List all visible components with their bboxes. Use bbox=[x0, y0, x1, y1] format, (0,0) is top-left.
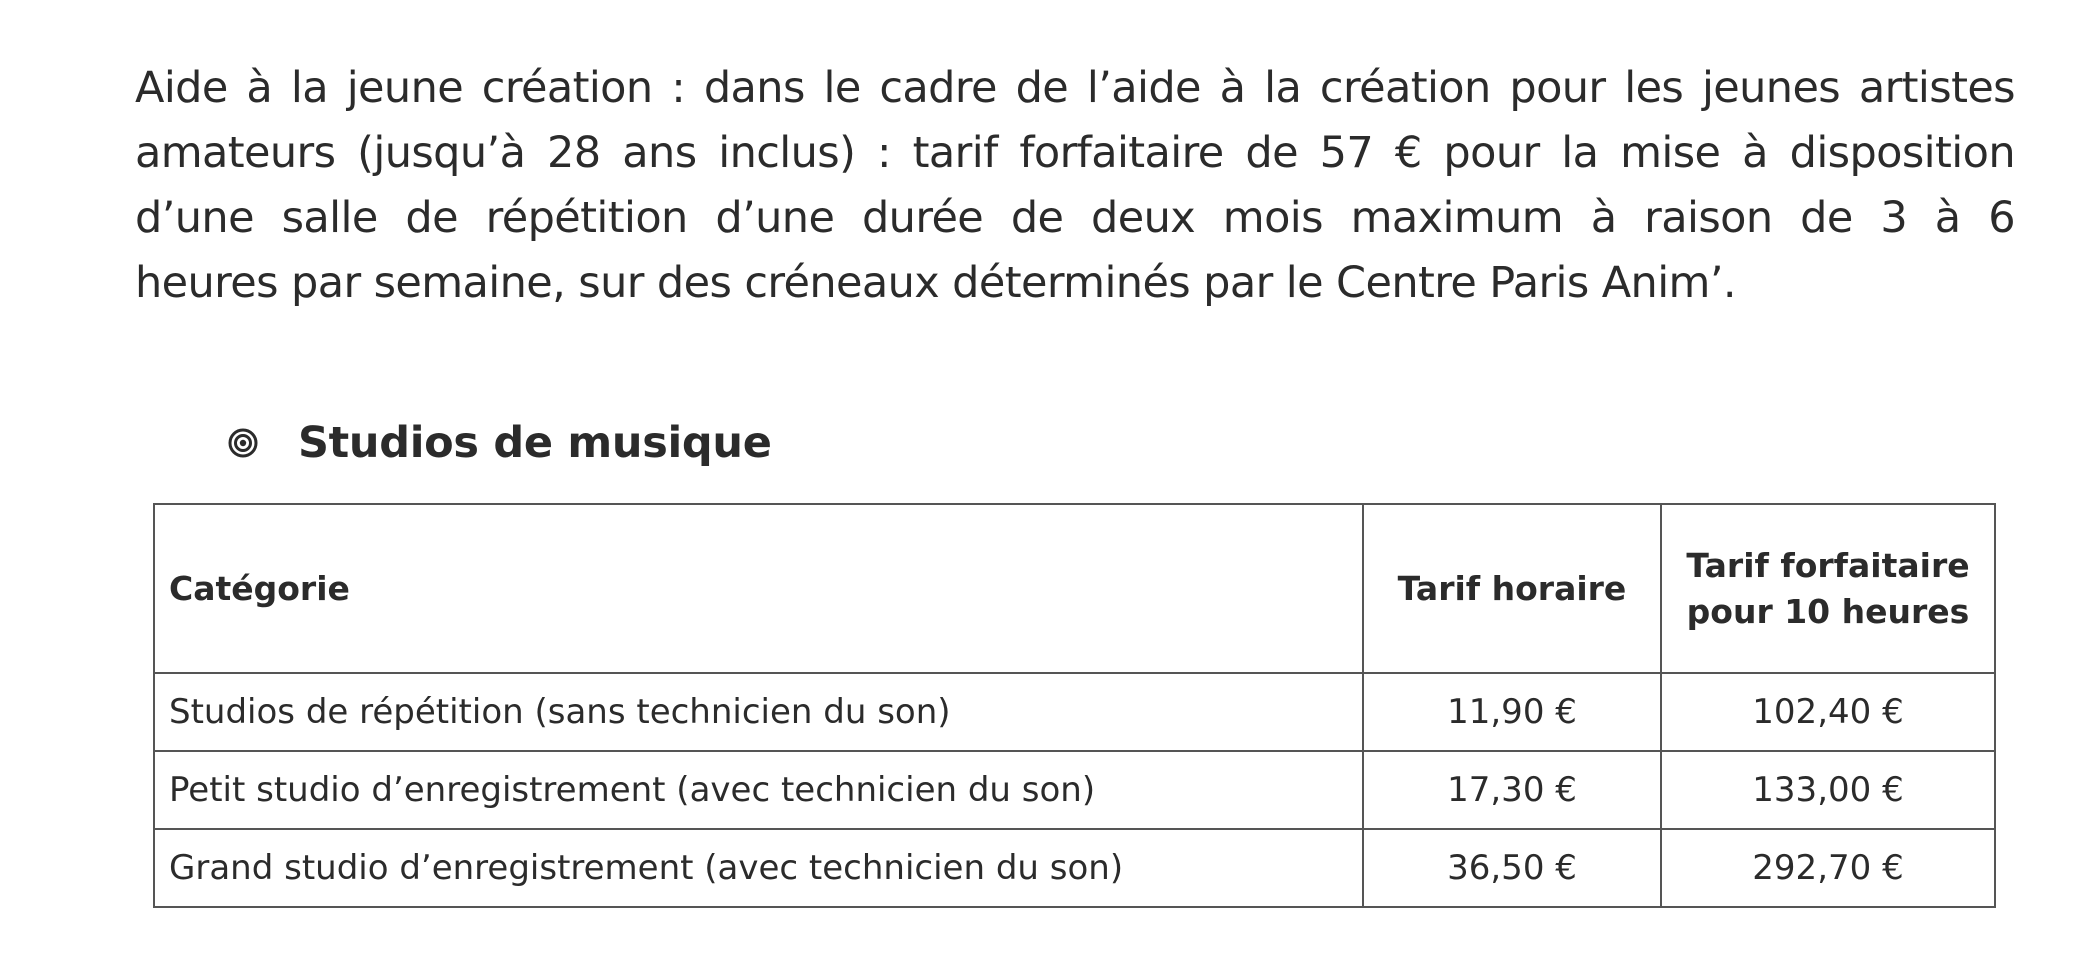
header-flat-line1: Tarif forfaitaire bbox=[1686, 545, 1970, 585]
table-header-row bbox=[154, 504, 1995, 673]
intro-line: d’une salle de répétition d’une durée de deux mois maximum à raison de 3 à 6 bbox=[135, 193, 2015, 243]
price-table bbox=[153, 503, 1996, 908]
intro-line: Aide à la jeune création : dans le cadre de l’aide à la création pour les jeunes artistes bbox=[135, 63, 2015, 113]
row-flat: 292,70 € bbox=[1661, 829, 1995, 907]
row-category: Grand studio d’enregistrement (avec technicien du son) bbox=[154, 829, 1363, 907]
row-hourly: 17,30 € bbox=[1363, 751, 1661, 829]
header-flat bbox=[1661, 504, 1995, 673]
row-hourly: 36,50 € bbox=[1363, 829, 1661, 907]
bullseye-icon bbox=[228, 428, 258, 458]
intro-line: amateurs (jusqu’à 28 ans inclus) : tarif forfaitaire de 57 € pour la mise à disposition bbox=[135, 128, 2015, 178]
intro-line: heures par semaine, sur des créneaux déterminés par le Centre Paris Anim’. bbox=[135, 258, 1736, 308]
section-title: Studios de musique bbox=[298, 418, 772, 468]
section-heading bbox=[228, 418, 772, 468]
table-row bbox=[154, 751, 1995, 829]
row-flat: 102,40 € bbox=[1661, 673, 1995, 751]
table-row bbox=[154, 829, 1995, 907]
header-category: Catégorie bbox=[154, 504, 1363, 673]
row-hourly: 11,90 € bbox=[1363, 673, 1661, 751]
header-flat-line2: pour 10 heures bbox=[1686, 591, 1970, 631]
row-flat: 133,00 € bbox=[1661, 751, 1995, 829]
header-hourly: Tarif horaire bbox=[1363, 504, 1661, 673]
row-category: Studios de répétition (sans technicien du son) bbox=[154, 673, 1363, 751]
row-category: Petit studio d’enregistrement (avec technicien du son) bbox=[154, 751, 1363, 829]
table-row bbox=[154, 673, 1995, 751]
intro-paragraph bbox=[135, 56, 2015, 316]
